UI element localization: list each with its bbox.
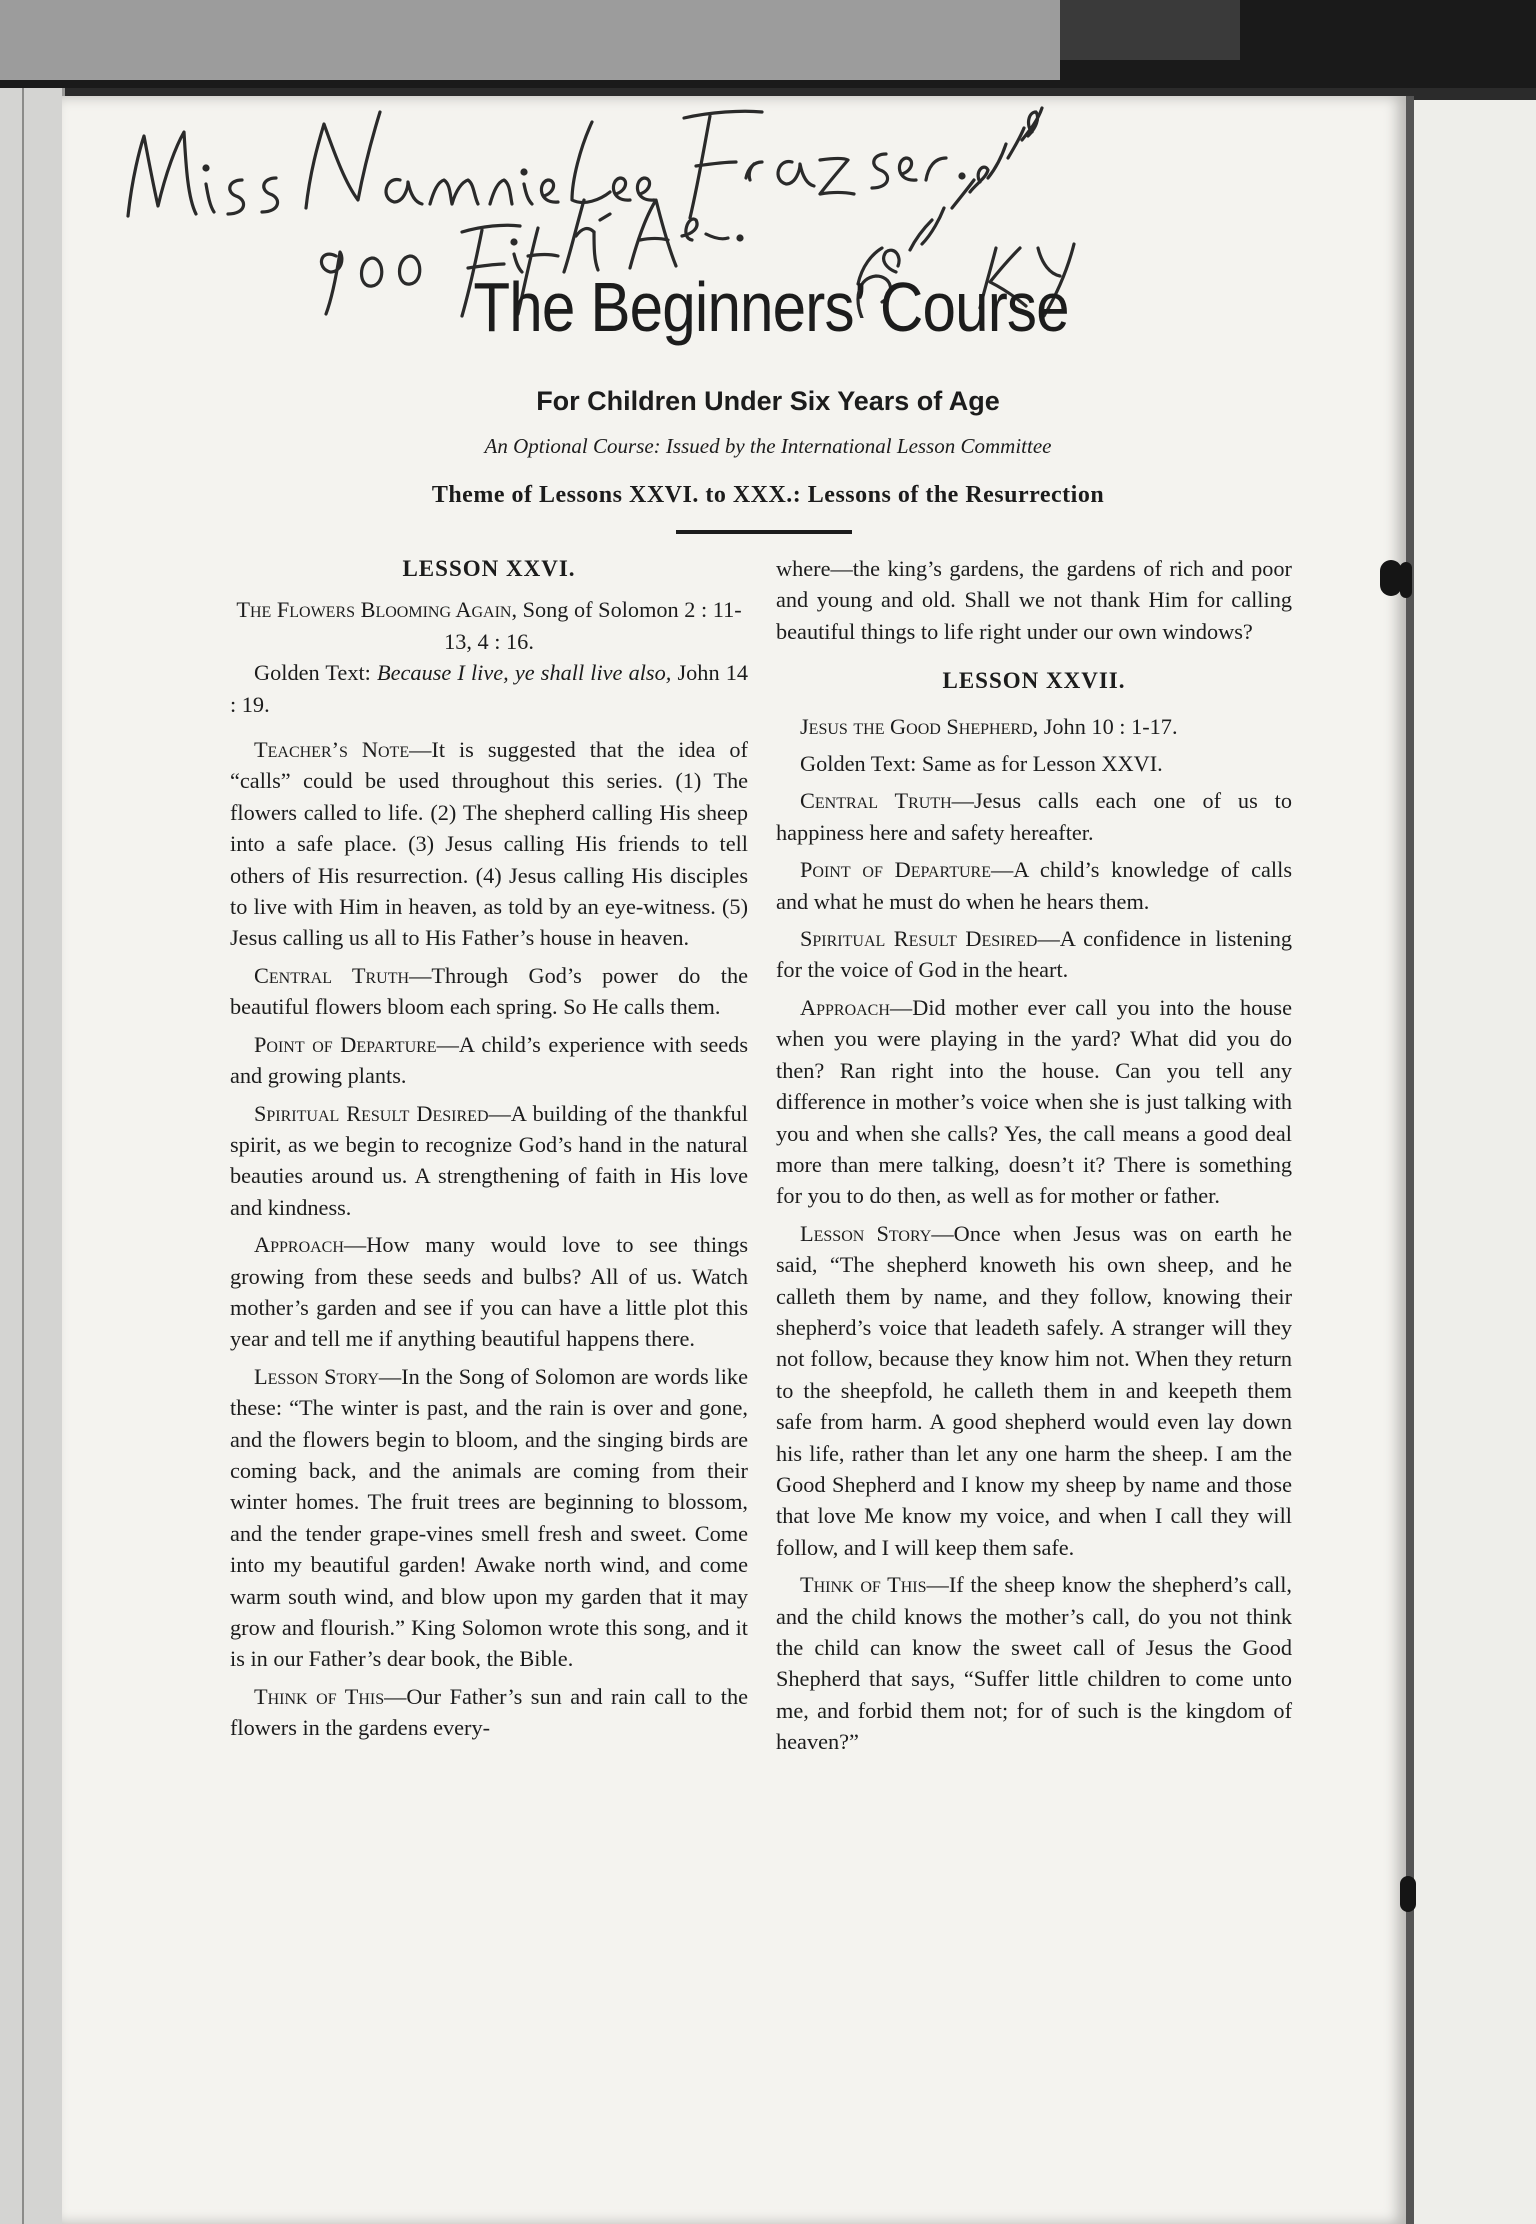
point-text: —A child’s experience with seeds and growing plants. bbox=[230, 1031, 749, 1089]
spiritual-text: —A confidence in listening for the voice of God in the heart. bbox=[776, 926, 1292, 983]
lesson-27-approach bbox=[776, 992, 1292, 1212]
teachers-note-text: —It is suggested that the idea of “calls” could be used throughout this series. (1) The flowers called to life. (2) The shepherd calling His sheep into a safe place. (3) Jesus calling His friends to tell others of His resurrection. (4) Jesus calling His disciples to live with Him in heaven, as told by an eye-witness. (5) Jesus calling us all to His Father’s house in heaven. bbox=[230, 737, 748, 951]
lesson-27-story bbox=[776, 1218, 1292, 1563]
right-column bbox=[776, 553, 1292, 1764]
approach-label: Approach bbox=[800, 994, 890, 1020]
think-text: —If the sheep know the shepherd’s call, and the child knows the mother’s call, do you not think the child can know the sweet call of Jesus the Good Shepherd that says, “Suffer little children to come unto me, and forbid them not; for of such is the kingdom of heaven?” bbox=[776, 1572, 1292, 1755]
lesson-27-point-of-departure bbox=[776, 854, 1292, 917]
golden-text-ref: John 14 : 19. bbox=[230, 660, 749, 717]
lesson-26-golden-text bbox=[230, 657, 748, 720]
lesson-27-heading: LESSON XXVII. bbox=[942, 668, 1126, 694]
central-truth-label: Central Truth bbox=[254, 962, 410, 988]
point-text: —A child’s knowledge of calls and what he must do when he hears them. bbox=[776, 857, 1293, 914]
lesson-26-central-truth bbox=[230, 960, 748, 1023]
lesson-26-spiritual-result bbox=[230, 1098, 748, 1224]
lesson-26-think-continued: where—the king’s gardens, the gardens of rich and poor and young and old. Shall we not thank Him for calling beautiful things to life right under our own windows? bbox=[776, 556, 1292, 644]
lesson-26-reference bbox=[230, 594, 748, 657]
story-text: —Once when Jesus was on earth he said, “The shepherd knoweth his own sheep, and he calleth them by name, and they follow, knowing their shepherd’s voice that leadeth safely. A stranger will they not follow, because they know him not. When they return to the sheepfold, he calleth them in and keepeth them safe from harm. A good shepherd would even lay down his life, rather than let any one harm the sheep. I am the Good Shepherd and I know my sheep by name and those that love Me know my voice, and when I call they will follow, and I will keep them safe. bbox=[776, 1220, 1292, 1560]
lesson-26-ref-text: Song of Solomon 2 : 11-13, 4 : 16. bbox=[444, 597, 742, 654]
lesson-26-point-of-departure bbox=[230, 1029, 748, 1092]
lesson-26-ref-label: The Flowers Blooming Again, bbox=[236, 597, 518, 623]
golden-text-quote: Because I live, ye shall live also, bbox=[377, 660, 672, 686]
page-subtitle: For Children Under Six Years of Age bbox=[536, 386, 1000, 416]
story-text: —In the Song of Solomon are words like these: “The winter is past, and the rain is over and gone, and the flowers begin to bloom, and the singing birds are coming back, and the animals are coming from their winter homes. The fruit trees are beginning to blossom, and the tender grape-vines smell fresh and sweet. Come into my beautiful garden! Awake north wind, and come warm south wind, and blow upon my garden that it may grow and flourish.” King Solomon wrote this song, and it is in our Father’s dear book, the Bible. bbox=[230, 1363, 748, 1672]
page-title: The Beginners’ Course bbox=[473, 268, 1069, 346]
lesson-26-story bbox=[230, 1361, 748, 1675]
story-label: Lesson Story bbox=[254, 1363, 379, 1389]
lesson-27-reference bbox=[776, 711, 1292, 742]
lessons-theme: Theme of Lessons XXVI. to XXX.: Lessons of the Resurrection bbox=[431, 482, 1105, 508]
central-truth-text: —Jesus calls each one of us to happiness here and safety hereafter. bbox=[776, 788, 1292, 845]
lesson-27-spiritual-result bbox=[776, 923, 1292, 986]
think-text: —Our Father’s sun and rain call to the flowers in the gardens every- bbox=[230, 1683, 748, 1741]
scan-top-border bbox=[0, 0, 1536, 88]
point-label: Point of Departure bbox=[800, 857, 991, 883]
lesson-27-central-truth bbox=[776, 785, 1292, 848]
binding-hole-top bbox=[1380, 560, 1402, 596]
lesson-27-golden-text: Golden Text: Same as for Lesson XXVI. bbox=[800, 751, 1163, 777]
adjacent-page bbox=[1414, 100, 1536, 2224]
approach-text: —Did mother ever call you into the house when you were playing in the yard? What did you do then? Ran right into the house. Can you tell any difference in mother’s voice when she is just talking with you and when she calls? Yes, the call means a good deal more than mere talking, doesn’t it? There is something for you to do then, as well as for mother or father. bbox=[776, 994, 1292, 1209]
golden-text-label: Golden Text: bbox=[254, 660, 371, 686]
course-note: An Optional Course: Issued by the International Lesson Committee bbox=[484, 434, 1052, 458]
teachers-note bbox=[230, 734, 748, 954]
lesson-26-heading: LESSON XXVI. bbox=[402, 556, 576, 581]
scan-top-pale-area bbox=[0, 0, 1060, 80]
binding-hole-top-edge bbox=[1400, 562, 1412, 598]
approach-text: —How many would love to see things growing from these seeds and bulbs? All of us. Watch mother’s garden and see if you can have a little plot this year and tell me if anything beautiful happens there. bbox=[230, 1232, 748, 1352]
think-label: Think of This bbox=[800, 1572, 927, 1598]
story-label: Lesson Story bbox=[800, 1220, 932, 1246]
central-truth-label: Central Truth bbox=[800, 788, 952, 814]
lesson-26-think bbox=[230, 1681, 748, 1744]
binding-hole-bottom bbox=[1400, 1876, 1416, 1912]
lesson-26-approach bbox=[230, 1229, 748, 1355]
scan-top-mid-area bbox=[1060, 0, 1240, 60]
point-label: Point of Departure bbox=[254, 1031, 437, 1057]
lesson-27-ref-text: John 10 : 1-17. bbox=[1043, 713, 1178, 739]
left-column bbox=[230, 553, 748, 1750]
approach-label: Approach bbox=[254, 1232, 344, 1258]
spiritual-text: —A building of the thankful spirit, as we begin to recognize God’s hand in the natural beauties around us. A strengthening of faith in His love and kindness. bbox=[230, 1100, 748, 1220]
central-truth-text: —Through God’s power do the beautiful flowers bloom each spring. So He calls them. bbox=[230, 962, 748, 1020]
heading-rule bbox=[676, 530, 852, 534]
lesson-27-ref-label: Jesus the Good Shepherd, bbox=[800, 713, 1039, 739]
spiritual-label: Spiritual Result Desired bbox=[254, 1100, 489, 1126]
teachers-note-label: Teacher’s Note bbox=[254, 737, 410, 763]
think-label: Think of This bbox=[254, 1683, 385, 1709]
spiritual-label: Spiritual Result Desired bbox=[800, 926, 1038, 952]
lesson-27-think bbox=[776, 1569, 1292, 1757]
